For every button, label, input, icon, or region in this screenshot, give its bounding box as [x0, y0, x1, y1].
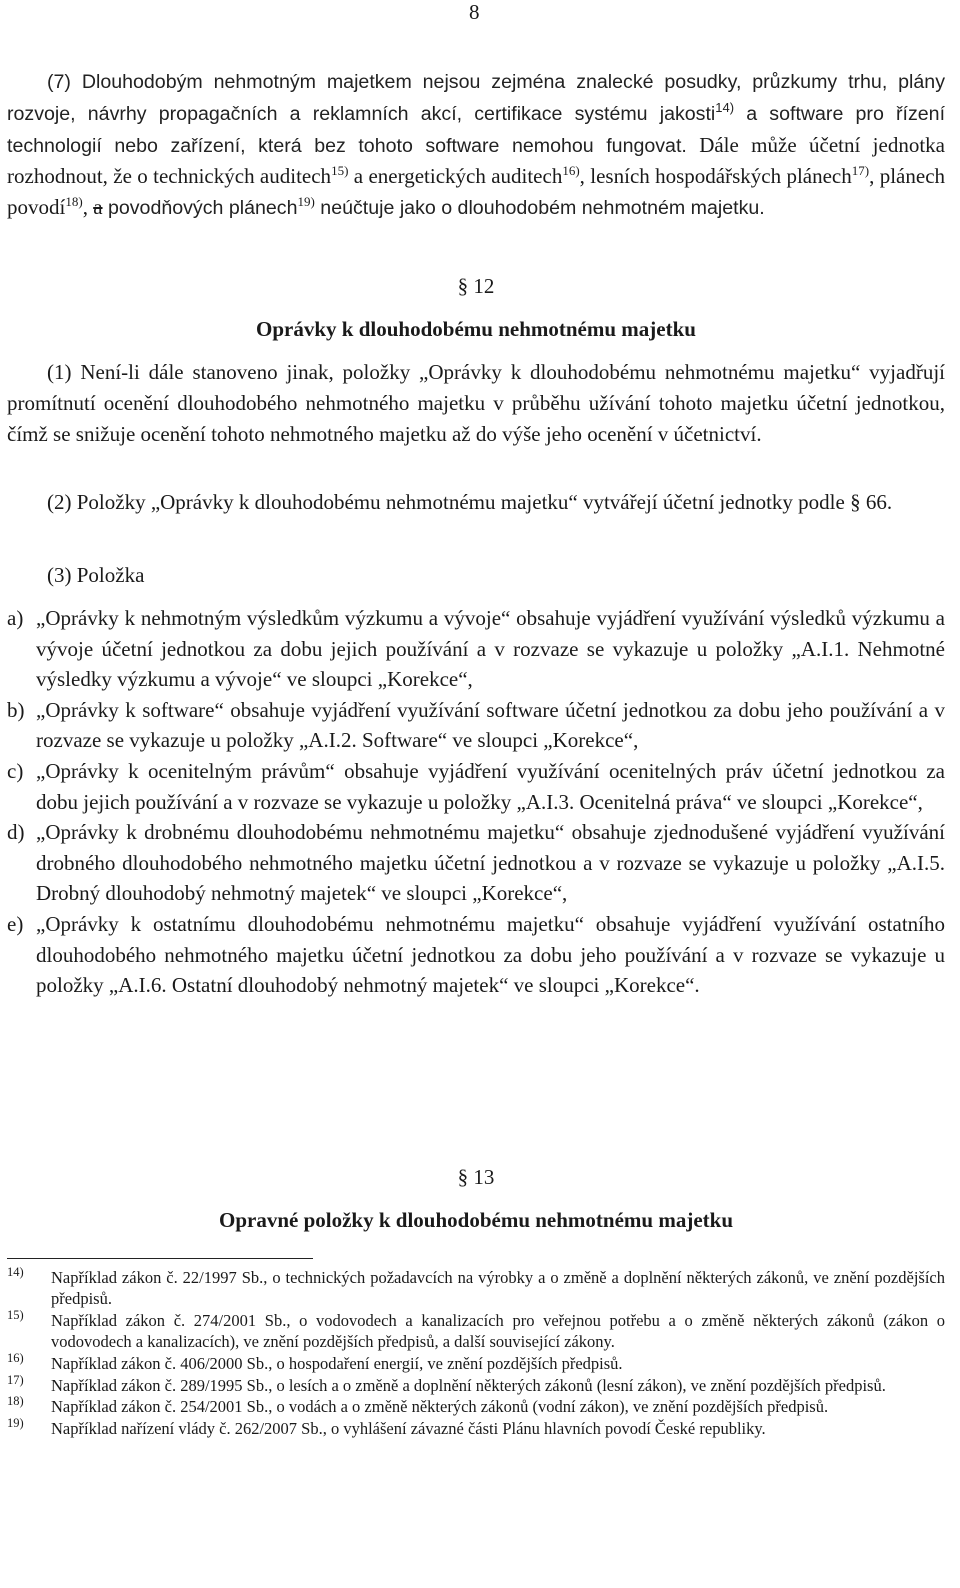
footnote-text: Například zákon č. 406/2000 Sb., o hospodaření energií, ve znění pozdějších předpisů. — [51, 1353, 623, 1373]
footnote-mark: 14) — [7, 1265, 24, 1279]
section-12-item-list — [7, 603, 945, 1001]
item-text: „Oprávky k ostatnímu dlouhodobému nehmotnému majetku“ obsahuje vyjádření využívání ostatního dlouhodobého nehmotného majetku účetní jednotkou za dobu jeho používání a v rozvaze se vykazuje u položky „A.I.6. Ostatní dlouhodobý nehmotný majetek“ ve sloupci „Korekce“. — [36, 911, 945, 998]
footnote-ref-17[interactable]: 17) — [851, 163, 870, 179]
struck-text: a — [93, 195, 103, 220]
footnote-ref-16[interactable]: 16) — [562, 163, 580, 179]
item-text: „Oprávky k ocenitelným právům“ obsahuje vyjádření využívání ocenitelných práv účetní jednotkou za dobu jejich používání a v rozvaze se vykazuje u položky „A.I.3. Ocenitelná práva“ ve sloupci „Korekce“, — [36, 758, 945, 814]
footnote-ref-18[interactable]: 18) — [65, 194, 83, 210]
footnote-ref-19[interactable]: 19) — [297, 194, 315, 210]
footnote-mark: 16) — [7, 1350, 24, 1365]
paragraph-7-intro: (7) Dlouhodobým nehmotným majetkem nejsou zejména znalecké posudky, průzkumy trhu, plány rozvoje, návrhy propagačních a reklamních akcí, certifikace systému jakosti$^{14)}$ a software pro řízení technologií nebo zařízení, která bez tohoto software nemohou fungovat. — [7, 71, 946, 157]
item-label: b) — [7, 697, 25, 722]
footnote-15 — [7, 1307, 945, 1352]
footnote-17 — [7, 1372, 945, 1396]
footnote-mark: 19) — [7, 1415, 24, 1430]
footnote-divider — [7, 1258, 313, 1259]
item-text: „Oprávky k software“ obsahuje vyjádření využívání software účetní jednotkou za dobu jeho používání a v rozvaze se vykazuje u položky „A.I.2. Software“ ve sloupci „Korekce“, — [36, 697, 945, 753]
section-12-paragraph-2: (2) Položky „Oprávky k dlouhodobému nehmotnému majetku“ vytvářejí účetní jednotky podle § 66. — [47, 490, 893, 514]
footnote-14 — [7, 1267, 945, 1309]
footnote-text: Například zákon č. 22/1997 Sb., o technických požadavcích na výrobky a o změně a doplnění některých zákonů, ve znění pozdějších předpisů. — [51, 1268, 945, 1309]
footnote-text: Například zákon č. 254/2001 Sb., o vodách a o změně některých zákonů (vodní zákon), ve znění pozdějších předpisů. — [51, 1397, 829, 1417]
section-13-title: Opravné položky k dlouhodobému nehmotnému majetku — [219, 1208, 733, 1232]
document-page — [7, 0, 945, 1588]
paragraph-7 — [7, 66, 945, 224]
list-item — [7, 817, 945, 909]
page-number: 8 — [469, 0, 480, 24]
section-12-number: § 12 — [457, 274, 495, 298]
footnotes — [7, 1267, 945, 1440]
footnote-mark: 17) — [7, 1372, 24, 1387]
section-12-paragraph-3: (3) Položka — [47, 563, 145, 587]
footnote-ref-14[interactable]: 14) — [715, 99, 735, 115]
section-12-paragraph-1: (1) Není-li dále stanoveno jinak, položky „Oprávky k dlouhodobému nehmotnému majetku“ vyjadřují promítnutí ocenění dlouhodobého nehmotného majetku v průběhu užívání tohoto majetku účetní jednotkou, čímž se snižuje ocenění tohoto nehmotného majetku až do výše jeho ocenění v účetnictví. — [7, 360, 945, 446]
footnote-text: Například zákon č. 289/1995 Sb., o lesích a o změně a doplnění některých zákonů (lesní zákon), ve znění pozdějších předpisů. — [51, 1375, 886, 1395]
footnote-18 — [7, 1396, 945, 1417]
section-12-title: Oprávky k dlouhodobému nehmotnému majetku — [256, 317, 696, 341]
list-item — [7, 909, 945, 1001]
item-label: a) — [7, 606, 24, 630]
item-label: e) — [7, 911, 24, 936]
paragraph-7-rest: Dále může účetní jednotka rozhodnout, že o technických auditech$^{15)}$ a energetických auditech$^{16)}$, lesních hospodářských plánech$^{17)}$, plánech povodí$^{18)}$, a povodňových plánech$^{19)}$ neúčtuje jako o dlouhodobém nehmotném majetku. — [7, 132, 946, 220]
list-item — [7, 695, 945, 756]
footnote-text: Například zákon č. 274/2001 Sb., o vodovodech a kanalizacích pro veřejnou potřebu a o změně některých zákonů (zákon o vodovodech a kanalizacích), ve znění pozdějších předpisů, a další související zákony. — [51, 1310, 945, 1352]
footnote-16 — [7, 1350, 945, 1374]
footnote-mark: 18) — [7, 1394, 24, 1409]
footnote-mark: 15) — [7, 1307, 24, 1322]
list-item — [7, 603, 945, 695]
footnote-text: Například nařízení vlády č. 262/2007 Sb., o vyhlášení závazné části Plánu hlavních povodí České republiky. — [51, 1418, 766, 1438]
item-label: d) — [7, 820, 25, 845]
footnote-19 — [7, 1415, 945, 1439]
item-text: „Oprávky k drobnému dlouhodobému nehmotnému majetku“ obsahuje zjednodušené vyjádření využívání drobného dlouhodobého nehmotného majetku účetní jednotkou a v rozvaze se vykazuje u položky „A.I.5. Drobný dlouhodobý nehmotný majetek“ ve sloupci „Korekce“, — [36, 820, 945, 906]
footnote-ref-15[interactable]: 15) — [331, 163, 349, 179]
section-13-number: § 13 — [457, 1165, 495, 1189]
item-text: „Oprávky k nehmotným výsledkům výzkumu a vývoje“ obsahuje vyjádření využívání výsledků výzkumu a vývoje účetní jednotkou za dobu jejich používání a v rozvaze se vykazuje u položky „A.I.1. Nehmotné výsledky výzkumu a vývoje“ ve sloupci „Korekce“, — [36, 606, 945, 692]
list-item — [7, 756, 945, 817]
item-label: c) — [7, 758, 24, 783]
